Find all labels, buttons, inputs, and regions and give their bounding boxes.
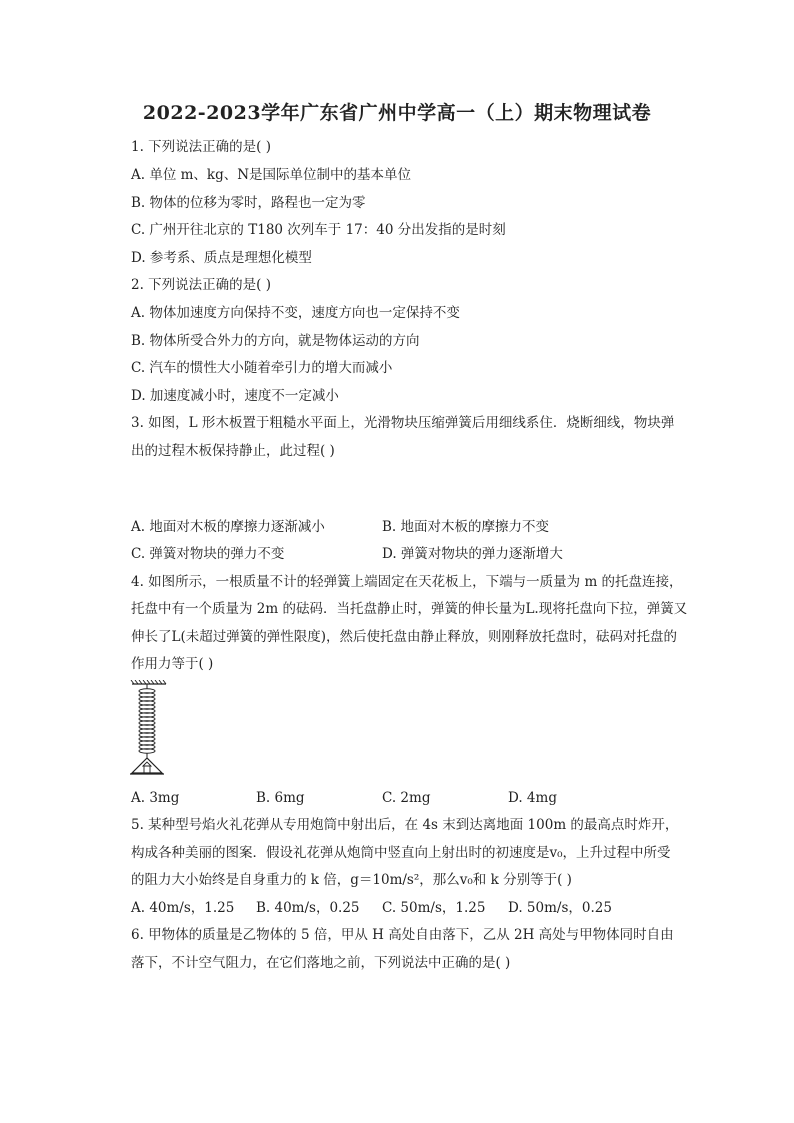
q3-option-a: A. 地面对木板的摩擦力逐渐减小 [131, 519, 325, 535]
page-title: 2022-2023学年广东省广州中学高一（上）期末物理试卷 [142, 102, 652, 124]
q6-stem-line2: 落下，不计空气阻力，在它们落地之前，下列说法中正确的是( ) [131, 955, 511, 971]
q2-option-c: C. 汽车的惯性大小随着牵引力的增大而减小 [131, 360, 393, 376]
q3-option-d: D. 弹簧对物块的弹力逐渐增大 [382, 546, 563, 562]
q5-stem-line3: 的阻力大小始终是自身重力的 k 倍，g＝10m/s²，那么v₀和 k 分别等于( ) [131, 872, 572, 888]
q2-option-d: D. 加速度减小时，速度不一定减小 [131, 388, 339, 404]
q4-stem-line1: 4. 如图所示，一根质量不计的轻弹簧上端固定在天花板上，下端与一质量为 m 的托盘连接， [131, 574, 683, 590]
q1-option-d: D. 参考系、质点是理想化模型 [131, 250, 312, 266]
q3-stem-line1: 3. 如图，L 形木板置于粗糙水平面上，光滑物块压缩弹簧后用细线系住．烧断细线，物块弹 [131, 415, 675, 431]
q1-option-b: B. 物体的位移为零时，路程也一定为零 [131, 195, 366, 211]
q1-stem: 1. 下列说法正确的是( ) [131, 139, 271, 155]
q2-option-a: A. 物体加速度方向保持不变，速度方向也一定保持不变 [131, 305, 460, 321]
q3-option-c: C. 弹簧对物块的弹力不变 [131, 546, 285, 562]
q5-stem-line2: 构成各种美丽的图案．假设礼花弹从炮筒中竖直向上射出时的初速度是v₀，上升过程中所受 [131, 845, 671, 861]
q4-option-b: B. 6mg [256, 790, 305, 806]
q4-option-d: D. 4mg [508, 790, 557, 806]
q3-stem-line2: 出的过程木板保持静止，此过程( ) [131, 443, 335, 459]
q4-stem-line4: 作用力等于( ) [131, 656, 214, 672]
q1-option-a: A. 单位 m、kg、N是国际单位制中的基本单位 [131, 167, 412, 183]
q4-stem-line3: 伸长了L(未超过弹簧的弹性限度)，然后使托盘由静止释放，则刚释放托盘时，砝码对托盘的 [131, 629, 677, 645]
q4-option-c: C. 2mg [382, 790, 431, 806]
q4-stem-line2: 托盘中有一个质量为 2m 的砝码．当托盘静止时，弹簧的伸长量为L.现将托盘向下拉，弹簧又 [131, 601, 688, 617]
q6-stem-line1: 6. 甲物体的质量是乙物体的 5 倍，甲从 H 高处自由落下，乙从 2H 高处与甲物体同时自由 [131, 927, 674, 943]
q1-option-c: C. 广州开往北京的 T180 次列车于 17：40 分出发指的是时刻 [131, 222, 506, 238]
q2-option-b: B. 物体所受合外力的方向，就是物体运动的方向 [131, 333, 420, 349]
q5-option-b: B. 40m/s，0.25 [256, 900, 360, 916]
q5-option-c: C. 50m/s，1.25 [382, 900, 486, 916]
q4-option-a: A. 3mg [131, 790, 180, 806]
q5-stem-line1: 5. 某种型号焰火礼花弹从专用炮筒中射出后，在 4s 末到达离地面 100m 的最高点时炸开， [131, 817, 679, 833]
q3-option-b: B. 地面对木板的摩擦力不变 [382, 519, 550, 535]
q2-stem: 2. 下列说法正确的是( ) [131, 277, 271, 293]
spring-tray-figure [126, 680, 172, 780]
q5-option-d: D. 50m/s，0.25 [508, 900, 612, 916]
q5-option-a: A. 40m/s，1.25 [131, 900, 235, 916]
